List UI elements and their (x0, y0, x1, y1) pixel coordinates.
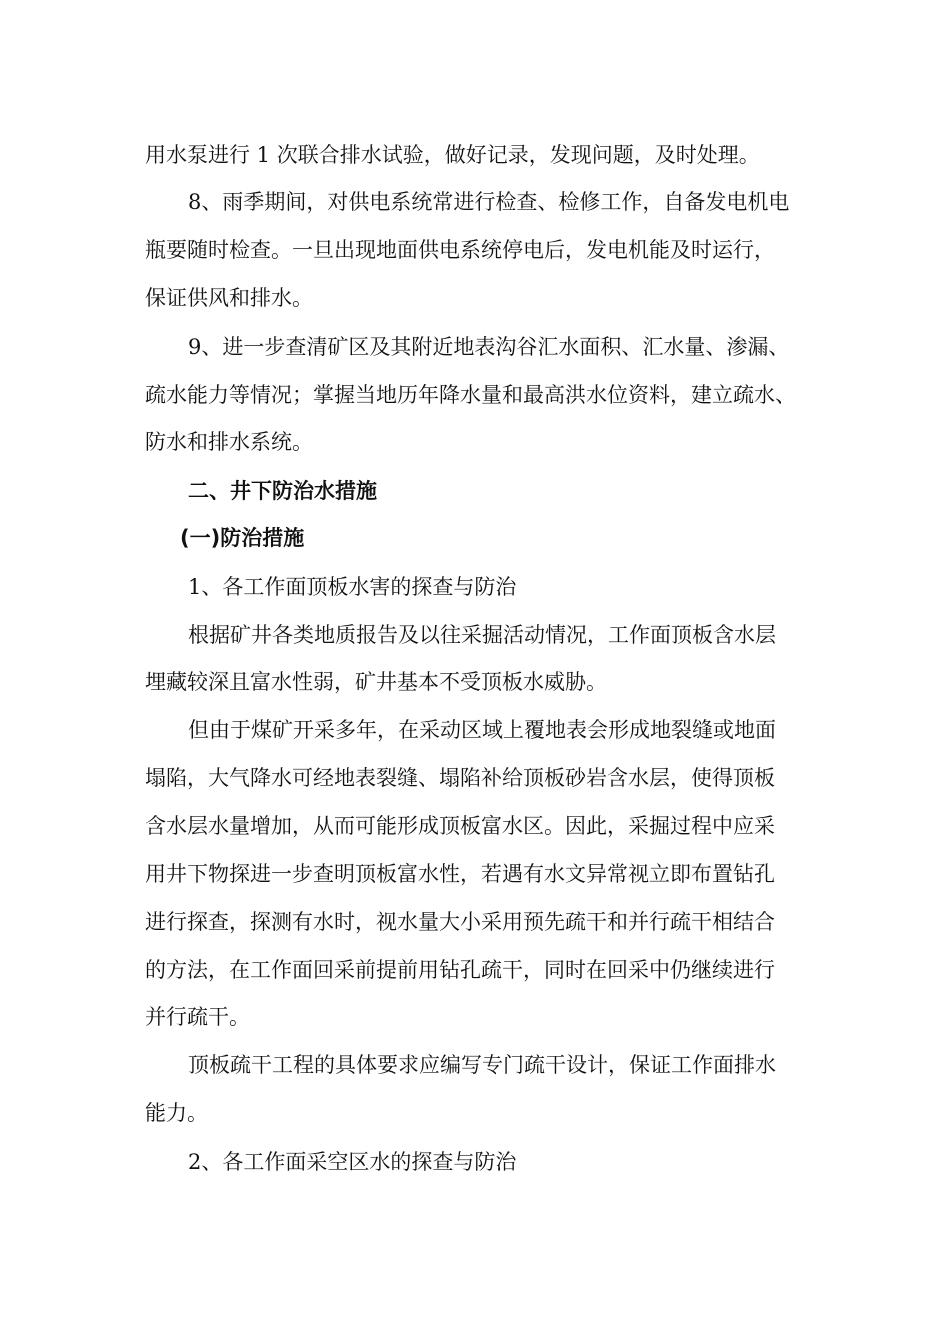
text-line: 塌陷，大气降水可经地表裂缝、塌陷补给顶板砂岩含水层，使得顶板 (145, 766, 775, 790)
text-line: 进行探查，探测有水时，视水量大小采用预先疏干和并行疏干相结合 (145, 910, 775, 934)
text-line: 并行疏干。 (145, 1005, 250, 1029)
text-line: 埋藏较深且富水性弱，矿井基本不受顶板水威胁。 (145, 670, 607, 694)
text-line: 含水层水量增加，从而可能形成顶板富水区。因此，采掘过程中应采 (145, 814, 775, 838)
text-line: 疏水能力等情况；掌握当地历年降水量和最高洪水位资料，建立疏水、 (145, 383, 796, 407)
text-line: 根据矿井各类地质报告及以往采掘活动情况，工作面顶板含水层 (188, 623, 776, 647)
text-line: 保证供风和排水。 (145, 286, 313, 310)
subsection-heading: (一)防治措施 (180, 526, 305, 550)
section-heading: 二、井下防治水措施 (188, 479, 377, 503)
text-line: 的方法，在工作面回采前提前用钻孔疏干，同时在回采中仍继续进行 (145, 958, 775, 982)
text-line: 瓶要随时检查。一旦出现地面供电系统停电后，发电机能及时运行， (145, 238, 775, 262)
item-heading: 1、各工作面顶板水害的探查与防治 (188, 575, 517, 599)
text-line: 用水泵进行 1 次联合排水试验，做好记录，发现问题，及时处理。 (145, 143, 760, 167)
text-line: 但由于煤矿开采多年，在采动区域上覆地表会形成地裂缝或地面 (188, 718, 776, 742)
text-line: 9、进一步查清矿区及其附近地表沟谷汇水面积、汇水量、渗漏、 (188, 335, 790, 359)
text-line: 顶板疏干工程的具体要求应编写专门疏干设计，保证工作面排水 (188, 1053, 776, 1077)
text-line: 8、雨季期间，对供电系统常进行检查、检修工作，自备发电机电 (188, 190, 790, 214)
text-line: 能力。 (145, 1101, 208, 1125)
text-line: 用井下物探进一步查明顶板富水性，若遇有水文异常视立即布置钻孔 (145, 862, 775, 886)
item-heading: 2、各工作面采空区水的探查与防治 (188, 1150, 517, 1174)
text-line: 防水和排水系统。 (145, 430, 313, 454)
